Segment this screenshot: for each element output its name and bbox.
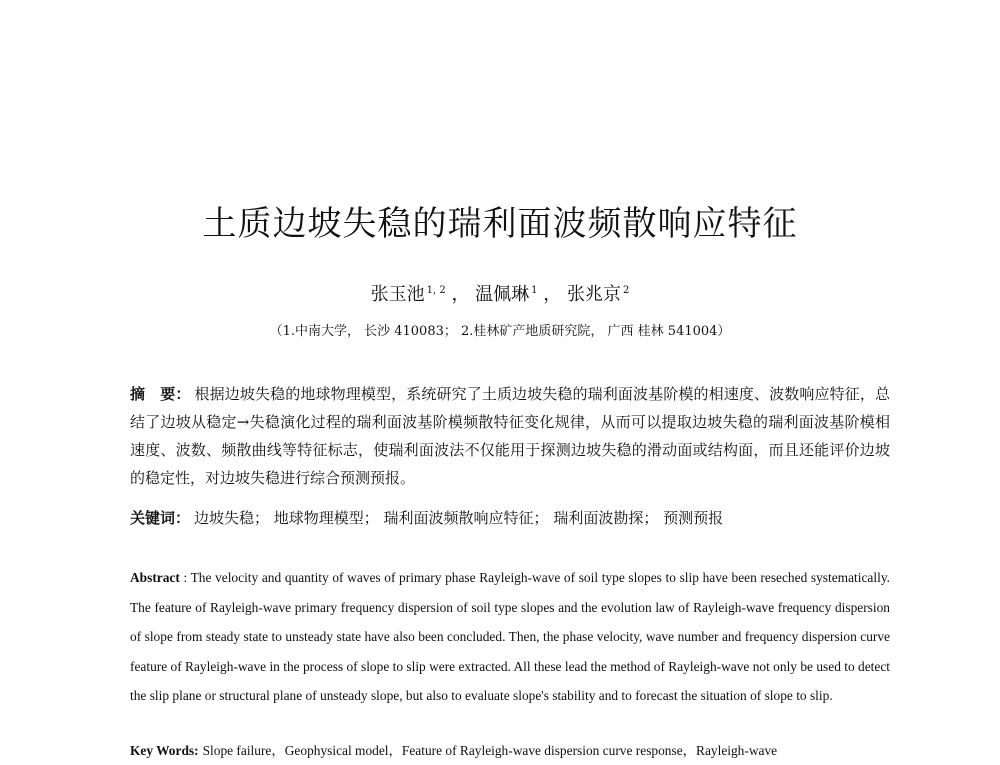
chinese-keywords-text: 边坡失稳； 地球物理模型； 瑞利面波频散响应特征； 瑞利面波勘探； 预测预报 [194, 509, 724, 527]
chinese-abstract-label: 摘 要： [130, 385, 191, 403]
author-separator: ， [451, 284, 470, 305]
chinese-keywords [130, 505, 890, 531]
english-abstract [130, 563, 890, 711]
author-separator: ， [543, 284, 562, 305]
author-name: 温佩琳 [475, 284, 530, 305]
english-abstract-label: Abstract [130, 570, 180, 585]
english-abstract-text: : The velocity and quantity of waves of primary phase Rayleigh-wave of soil type slopes to slip have been reseched systematically. The feature of Rayleigh-wave primary frequency dispersion of soil type slopes and the evolution law of Rayleigh-wave frequency dispersion of slope from steady state to unsteady state have also been concluded. Then, the phase velocity, wave number and frequency dispersion curve feature of Rayleigh-wave in the process of slope to slip were extracted. All these lead the method of Rayleigh-wave not only be used to detect the slip plane or structural plane of unsteady slope, but also to evaluate slope's stability and to forecast the situation of slope to slip. [130, 570, 890, 704]
author-affiliation-mark: 2 [623, 285, 630, 296]
affiliations: （1.中南大学， 长沙 410083； 2.桂林矿产地质研究院， 广西 桂林 541004） [269, 324, 731, 339]
english-keywords-label: Key Words: [130, 743, 199, 758]
author-list [0, 280, 1000, 306]
author-affiliation-mark: 1, 2 [426, 285, 446, 296]
author-name: 张玉池 [370, 284, 425, 305]
chinese-keywords-label: 关键词： [130, 509, 191, 527]
english-keywords-text: Slope failure，Geophysical model，Feature of Rayleigh-wave dispersion curve response，Rayleigh-wave [202, 743, 778, 758]
paper-title: 土质边坡失稳的瑞利面波频散响应特征 [202, 204, 798, 244]
chinese-abstract-text: 根据边坡失稳的地球物理模型，系统研究了土质边坡失稳的瑞利面波基阶模的相速度、波数响应特征，总结了边坡从稳定→失稳演化过程的瑞利面波基阶模频散特征变化规律，从而可以提取边坡失稳的瑞利面波基阶模相速度、波数、频散曲线等特征标志，使瑞利面波法不仅能用于探测边坡失稳的滑动面或结构面，而且还能评价边坡的稳定性，对边坡失稳进行综合预测预报。 [130, 385, 890, 487]
author-name: 张兆京 [567, 284, 622, 305]
chinese-abstract [130, 380, 890, 492]
english-keywords [130, 736, 890, 765]
author-affiliation-mark: 1 [531, 285, 538, 296]
